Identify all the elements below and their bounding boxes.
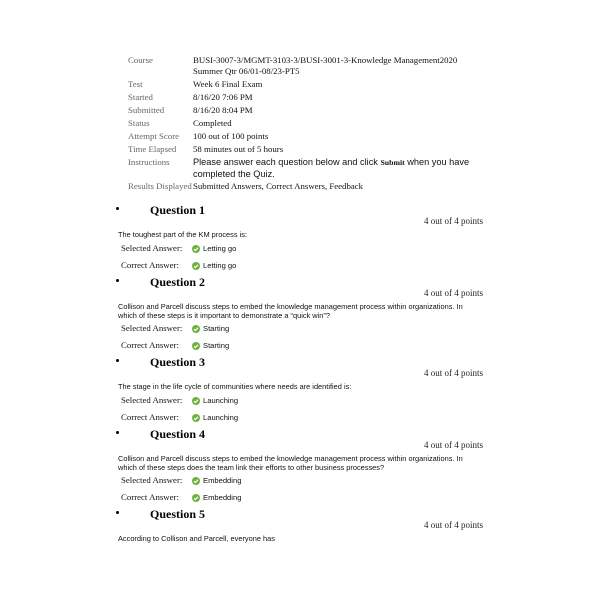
selected-answer-value: Launching — [203, 396, 239, 405]
summary-label: Submitted — [128, 105, 165, 115]
instructions-text-post: when you have completed the Quiz. — [193, 157, 470, 179]
question-text: Collison and Parcell discuss steps to embed the knowledge management process within organizations. In which of these steps does the team link their efforts to other business processes? — [118, 454, 463, 472]
question-points: 4 out of 4 points — [423, 288, 483, 298]
instructions-submit-word: Submit — [380, 158, 405, 167]
summary-row-attempt-score — [128, 131, 488, 142]
question-points: 4 out of 4 points — [423, 520, 483, 530]
bullet-icon — [116, 511, 119, 514]
summary-value: BUSI-3007-3/MGMT-3103-3/BUSI-3001-3-Knowledge Management2020 Summer Qtr 06/01-08/23-PT5 — [193, 55, 458, 76]
correct-answer-value: Letting go — [203, 261, 237, 270]
selected-answer-row — [121, 395, 238, 406]
summary-label: Instructions — [128, 157, 170, 167]
correct-answer-row — [121, 340, 229, 351]
check-circle-icon — [192, 477, 200, 485]
check-circle-icon — [192, 245, 200, 253]
selected-answer-value: Embedding — [203, 476, 242, 485]
question-points: 4 out of 4 points — [423, 216, 483, 226]
question-title: Question 2 — [150, 275, 206, 289]
check-circle-icon — [192, 397, 200, 405]
summary-value: Completed — [193, 118, 232, 128]
summary-row-started — [128, 92, 488, 103]
correct-answer-value: Launching — [203, 413, 239, 422]
check-circle-icon — [192, 342, 200, 350]
question-text: Collison and Parcell discuss steps to embed the knowledge management process within organizations. In which of these steps is it important to demonstrate a “quick win”? — [118, 302, 463, 320]
summary-label: Test — [128, 79, 143, 89]
summary-label: Time Elapsed — [128, 144, 177, 154]
selected-answer-row — [121, 243, 236, 254]
correct-answer-row — [121, 260, 236, 271]
summary-label: Status — [128, 118, 150, 128]
summary-value: 8/16/20 8:04 PM — [193, 105, 253, 115]
summary-value: 100 out of 100 points — [193, 131, 269, 141]
question-title: Question 1 — [150, 203, 206, 217]
question-title: Question 3 — [150, 355, 206, 369]
question-text: According to Collison and Parcell, everyone has — [118, 534, 275, 543]
correct-answer-label: Correct Answer: — [121, 492, 179, 502]
question-points: 4 out of 4 points — [423, 368, 483, 378]
summary-value: 8/16/20 7:06 PM — [193, 92, 253, 102]
summary-label: Attempt Score — [128, 131, 180, 141]
selected-answer-label: Selected Answer: — [121, 323, 183, 333]
question-text: The stage in the life cycle of communities where needs are identified is: — [118, 382, 352, 391]
selected-answer-value: Starting — [203, 324, 230, 333]
correct-answer-row — [121, 492, 241, 503]
question-title: Question 4 — [150, 427, 206, 441]
check-circle-icon — [192, 325, 200, 333]
correct-answer-label: Correct Answer: — [121, 340, 179, 350]
summary-label: Started — [128, 92, 153, 102]
check-circle-icon — [192, 262, 200, 270]
check-circle-icon — [192, 414, 200, 422]
summary-label: Course — [128, 55, 153, 65]
selected-answer-value: Letting go — [203, 244, 237, 253]
summary-value: Week 6 Final Exam — [193, 79, 263, 89]
selected-answer-label: Selected Answer: — [121, 243, 183, 253]
summary-value: 58 minutes out of 5 hours — [193, 144, 284, 154]
bullet-icon — [116, 207, 119, 210]
summary-row-test — [128, 79, 488, 90]
bullet-icon — [116, 359, 119, 362]
instructions-text-pre: Please answer each question below and click — [193, 157, 381, 167]
correct-answer-label: Correct Answer: — [121, 412, 179, 422]
question-points: 4 out of 4 points — [423, 440, 483, 450]
question-text: The toughest part of the KM process is: — [118, 230, 247, 239]
bullet-icon — [116, 431, 119, 434]
summary-row-submitted — [128, 105, 488, 116]
summary-value: Submitted Answers, Correct Answers, Feedback — [193, 181, 364, 191]
bullet-icon — [116, 279, 119, 282]
summary-value — [193, 157, 488, 179]
check-circle-icon — [192, 494, 200, 502]
selected-answer-label: Selected Answer: — [121, 395, 183, 405]
attempt-summary — [128, 55, 488, 194]
summary-row-status — [128, 118, 488, 129]
summary-label: Results Displayed — [128, 181, 192, 191]
selected-answer-row — [121, 323, 229, 334]
selected-answer-label: Selected Answer: — [121, 475, 183, 485]
correct-answer-value: Starting — [203, 341, 230, 350]
correct-answer-value: Embedding — [203, 493, 242, 502]
question-title: Question 5 — [150, 507, 206, 521]
summary-row-instructions — [128, 157, 488, 179]
correct-answer-row — [121, 412, 238, 423]
summary-row-course — [128, 55, 488, 77]
correct-answer-label: Correct Answer: — [121, 260, 179, 270]
summary-row-time-elapsed — [128, 144, 488, 155]
selected-answer-row — [121, 475, 241, 486]
summary-row-results-displayed — [128, 181, 488, 192]
